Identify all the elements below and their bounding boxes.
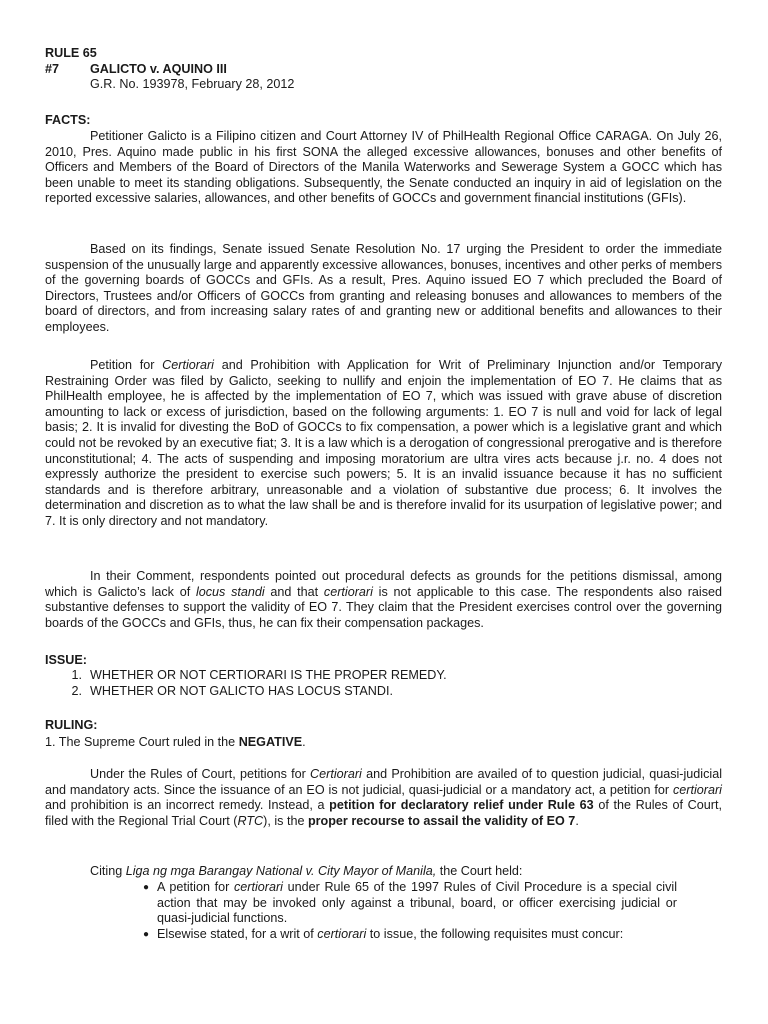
facts-paragraph-1: Petitioner Galicto is a Filipino citizen and Court Attorney IV of PhilHealth Regional Office CARAGA. On July 26, 2010, Pres. Aquino made public in his first SONA the alleged excessive allowances, bonuses and other benefits of Officers and Members of the Board of Directors of the Manila Waterworks and Sewerage System a GOCC which has been unable to meet its standing obligations. Subsequently, the Senate conducted an inquiry in aid of legislation on the reported excessive salaries, allowances, and other benefits of GOCCs and government financial institutions (GFIs).	[45, 129, 722, 206]
issue-heading: ISSUE:	[45, 653, 87, 667]
bullet-item: ● Elsewise stated, for a writ of certiorari to issue, the following requisites must concur:	[135, 927, 677, 943]
ruling-paragraph-2: Citing Liga ng mga Barangay National v. City Mayor of Manila, the Court held:	[90, 864, 523, 878]
case-header	[45, 46, 722, 93]
rule-label: RULE 65	[45, 46, 97, 60]
case-title	[45, 62, 722, 78]
facts-paragraph-4: In their Comment, respondents pointed out procedural defects as grounds for the petitions dismissal, among which is Galicto’s lack of locus standi and that certiorari is not applicable to this case. The respondents also raised substantive defenses to support the validity of EO 7. They claim that the President exercises control over the governing boards of the GOCCs and GFIs, thus, he can fix their compensation packages.	[45, 569, 722, 630]
ruling-heading: RULING:	[45, 718, 98, 732]
ruling-line-1: 1. The Supreme Court ruled in the NEGATIVE.	[45, 735, 306, 749]
case-name: GALICTO v. AQUINO III	[90, 61, 227, 76]
case-number: #7	[45, 61, 60, 76]
issue-item: 1. WHETHER OR NOT CERTIORARI IS THE PROPER REMEDY.	[71, 668, 447, 682]
bullet-item: ● A petition for certiorari under Rule 65 of the 1997 Rules of Civil Procedure is a special civil action that may be invoked only against a tribunal, board, or officer exercising judicial or quasi-judicial functions.	[135, 880, 677, 927]
issue-item: 2. WHETHER OR NOT GALICTO HAS LOCUS STANDI.	[71, 683, 393, 698]
ruling-paragraph-1: Under the Rules of Court, petitions for Certiorari and Prohibition are availed of to question judicial, quasi-judicial and mandatory acts. Since the issuance of an EO is not judicial, quasi-judicial or a mandatory act, a petition for certiorari and prohibition is an incorrect remedy. Instead, a petition for declaratory relief under Rule 63 of the Rules of Court, filed with the Regional Trial Court (RTC), is the proper recourse to assail the validity of EO 7.	[45, 767, 722, 828]
issue-list	[45, 668, 722, 699]
facts-heading: FACTS:	[45, 113, 91, 127]
facts-paragraph-3: Petition for Certiorari and Prohibition with Application for Writ of Preliminary Injunction and/or Temporary Restraining Order was filed by Galicto, seeking to nullify and enjoin the implementation of EO 7. He claims that as PhilHealth employee, he is affected by the implementation of EO 7, which was issued with grave abuse of discretion amounting to lack or excess of jurisdiction, based on the following arguments: 1. EO 7 is null and void for lack of legal basis; 2. It is invalid for divesting the BoD of GOCCs to fix compensation, a power which is a legislative grant and which could not be revoked by an executive fiat; 3. It is a law which is a derogation of congressional prerogative and is therefore unconstitutional; 4. The acts of suspending and imposing moratorium are ultra vires acts because j.r. no. 4 does not expressly authorize the president to exercise such powers; 5. It is an invalid issuance because it has no sufficient standards and is therefore arbitrary, unreasonable and a violation of substantive due process; 6. It involves the determination and discretion as to what the law shall be and is therefore invalid for its usurpation of legislative power; and 7. It is only directory and not mandatory.	[45, 358, 723, 528]
ruling-bullets	[135, 880, 677, 942]
facts-paragraph-2: Based on its findings, Senate issued Senate Resolution No. 17 urging the President to order the immediate suspension of the unusually large and apparently excessive allowances, bonuses, incentives and other perks of members of the governing boards of GOCCs and GFIs. As a result, Pres. Aquino issued EO 7 which precluded the Board of Directors, Trustees and/or Officers of GOCCs from granting and releasing bonuses and allowances to members of the board of directors, and from increasing salary rates of and granting new or additional benefits and allowances to their employees.	[45, 242, 722, 334]
bullet-dot-icon: ●	[142, 928, 150, 940]
gr-number: G.R. No. 193978, February 28, 2012	[90, 77, 295, 92]
bullet-dot-icon: ●	[142, 882, 150, 893]
